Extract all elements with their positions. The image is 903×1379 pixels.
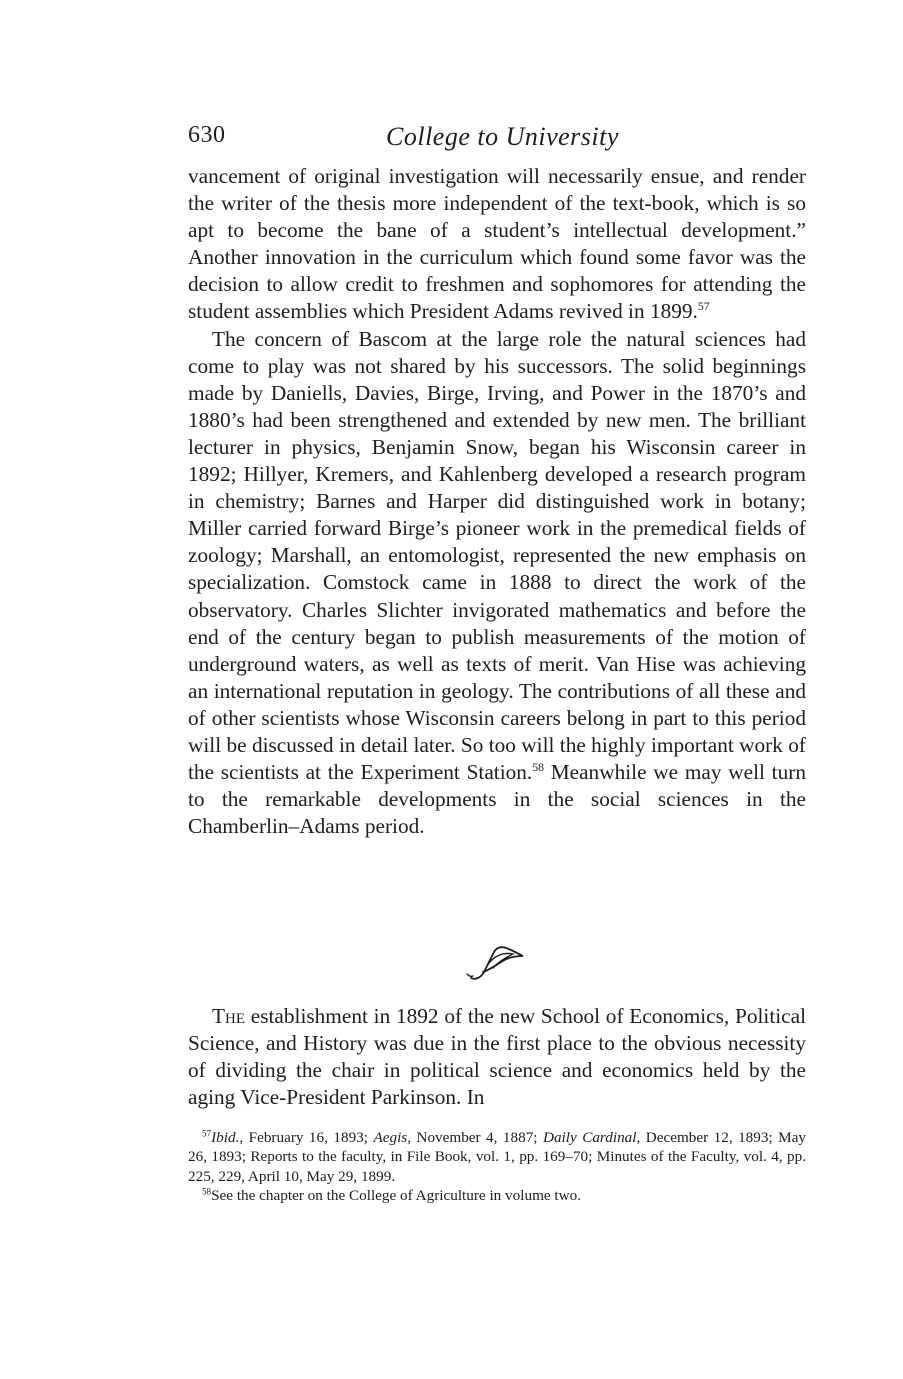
footnote-mark: 57 bbox=[202, 1128, 212, 1139]
lead-word: The bbox=[212, 1004, 246, 1028]
paragraph bbox=[188, 326, 806, 841]
footnote-mark: 58 bbox=[202, 1186, 212, 1197]
paragraph-text: Meanwhile we may well turn to the remarkable developments in the social sciences in the Chamberlin–Adams period. bbox=[188, 760, 806, 839]
footnote-text: February 16, 1893; bbox=[243, 1129, 374, 1146]
paragraph-text: vancement of original investigation will necessarily ensue, and render the writer of the thesis more independent of the text-book, which is so apt to become the bane of a student’s intellectual development.” Another innovation in the curriculum which found some favor was the decision to allow credit to freshmen and sophomores for attending the student assemblies which President Adams revived in 1899. bbox=[188, 164, 806, 324]
page-header bbox=[188, 118, 806, 158]
page-number: 630 bbox=[188, 122, 226, 148]
footnote-italic: Daily Cardinal, bbox=[542, 1129, 641, 1146]
footnote-text: See the chapter on the College of Agriculture in volume two. bbox=[211, 1187, 581, 1205]
footnote-reference: 58 bbox=[532, 760, 544, 774]
section-ornament-icon bbox=[465, 942, 525, 984]
footnotes bbox=[188, 1128, 806, 1206]
footnote-italic: Ibid., bbox=[211, 1129, 244, 1146]
paragraph bbox=[188, 1003, 806, 1111]
footnote-text: November 4, 1887; bbox=[411, 1129, 543, 1146]
running-head: College to University bbox=[386, 122, 619, 151]
section-text bbox=[188, 1003, 806, 1111]
paragraph-text: The concern of Bascom at the large role the natural sciences had come to play was not shared by his successors. The solid beginnings made by Daniells, Davies, Birge, Irving, and Power in the 1870’s and 1880’s had been strengthened and extended by new men. The brilliant lecturer in physics, Benjamin Snow, began his Wisconsin career in 1892; Hillyer, Kremers, and Kahlenberg developed a research program in chemistry; Barnes and Harper did distinguished work in botany; Miller carried forward Birge’s pioneer work in the premedical fields of zoology; Marshall, an entomologist, represented the new emphasis on specialization. Comstock came in 1888 to direct the work of the observatory. Charles Slichter invigorated mathematics and before the end of the century began to publish measurements of the motion of underground waters, as well as texts of merit. Van Hise was achieving an international reputation in geology. The contributions of all these and of other scientists whose Wisconsin careers belong in part to this period will be discussed in detail later. So too will the highly important work of the scientists at the Experiment Station. bbox=[188, 326, 806, 785]
footnote-57 bbox=[188, 1128, 806, 1186]
paragraph bbox=[188, 163, 806, 326]
footnote-reference: 57 bbox=[697, 300, 710, 314]
body-text bbox=[188, 163, 806, 840]
paragraph-text: establishment in 1892 of the new School of Economics, Political Science, and History was due in the first place to the obvious necessity of dividing the chair in political science and economics held by the aging Vice-President Parkinson. In bbox=[188, 1004, 806, 1110]
footnote-text: December 12, 1893; May 26, 1893; Reports to the faculty, in File Book, vol. 1, pp. 169–70; Minutes of the Faculty, vol. 4, pp. 225, 229, April 10, May 29, 1899. bbox=[188, 1129, 806, 1185]
footnote-italic: Aegis, bbox=[373, 1129, 412, 1146]
footnote-58 bbox=[188, 1186, 806, 1205]
